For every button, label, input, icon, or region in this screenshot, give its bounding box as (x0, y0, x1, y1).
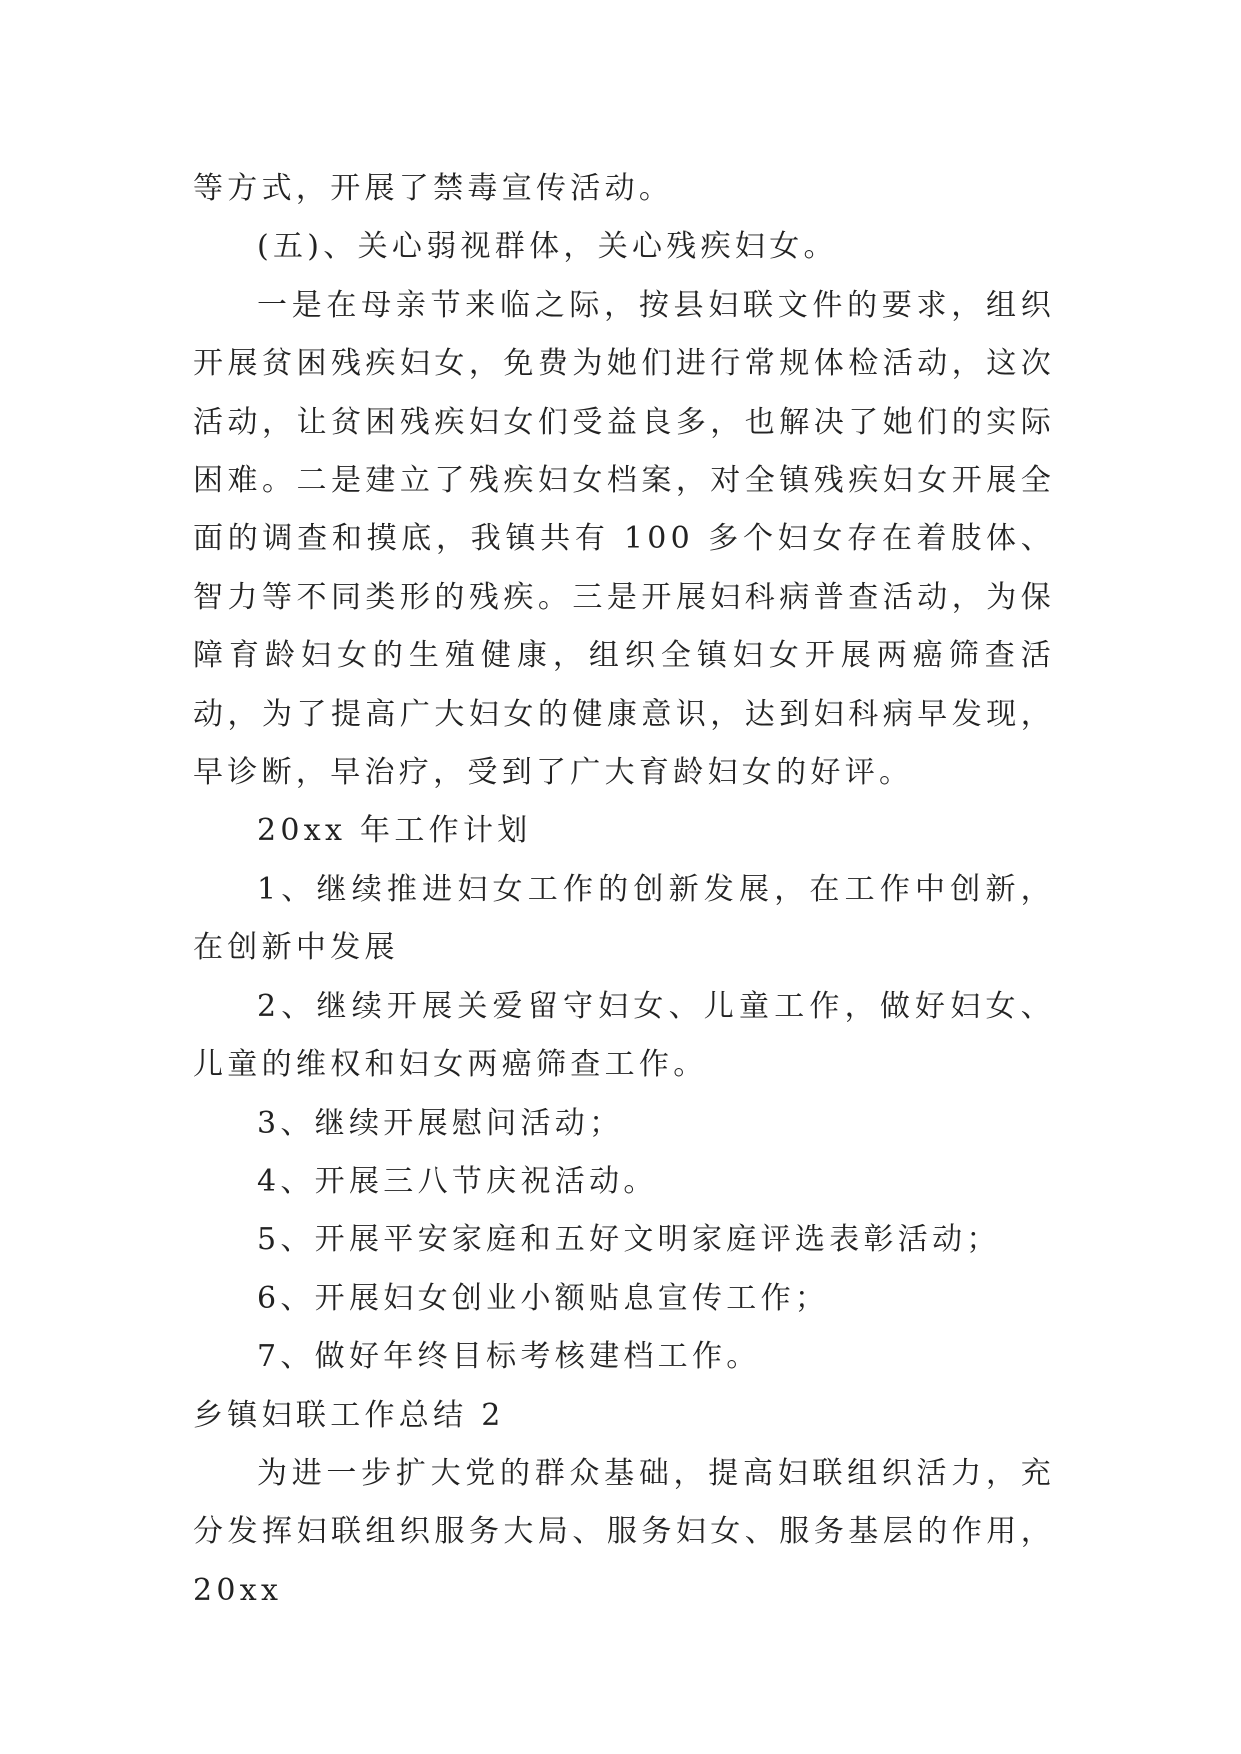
work-plan-heading: 20xx 年工作计划 (257, 813, 532, 849)
paragraph-disabled-women: 一是在母亲节来临之际，按县妇联文件的要求，组织开展贫困残疾妇女，免费为她们进行常规体检活动，这次活动，让贫困残疾妇女们受益良多，也解决了她们的实际困难。二是建立了残疾妇女档案，对全镇残疾妇女开展全面的调查和摸底，我镇共有 100 多个妇女存在着肢体、智力等不同类形的残疾。三是开展妇科病普查活动，为保障育龄妇女的生殖健康，组织全镇妇女开展两癌筛查活动，为了提高广大妇女的健康意识，达到妇科病早发现，早诊断，早治疗，受到了广大育龄妇女的好评。 (193, 287, 1055, 791)
summary-title-2: 乡镇妇联工作总结 2 (193, 1397, 505, 1433)
section-heading-five: (五)、关心弱视群体，关心残疾妇女。 (257, 229, 838, 265)
plan-item-5: 5、开展平安家庭和五好文明家庭评选表彰活动； (257, 1222, 1001, 1258)
plan-item-7: 7、做好年终目标考核建档工作。 (257, 1339, 761, 1375)
plan-item-4: 4、开展三八节庆祝活动。 (257, 1163, 658, 1199)
paragraph-summary-2-intro: 为进一步扩大党的群众基础，提高妇联组织活力，充分发挥妇联组织服务大局、服务妇女、服务基层的作用，20xx (193, 1455, 1055, 1608)
plan-item-3: 3、继续开展慰问活动； (257, 1105, 624, 1141)
plan-item-1: 1、继续推进妇女工作的创新发展，在工作中创新，在创新中发展 (193, 871, 1055, 966)
plan-item-6: 6、开展妇女创业小额贴息宣传工作； (257, 1280, 830, 1316)
paragraph-drug-campaign-ending: 等方式，开展了禁毒宣传活动。 (193, 171, 674, 206)
plan-item-2: 2、继续开展关爱留守妇女、儿童工作，做好妇女、儿童的维权和妇女两癌筛查工作。 (193, 988, 1055, 1083)
document-body (193, 160, 1055, 1620)
